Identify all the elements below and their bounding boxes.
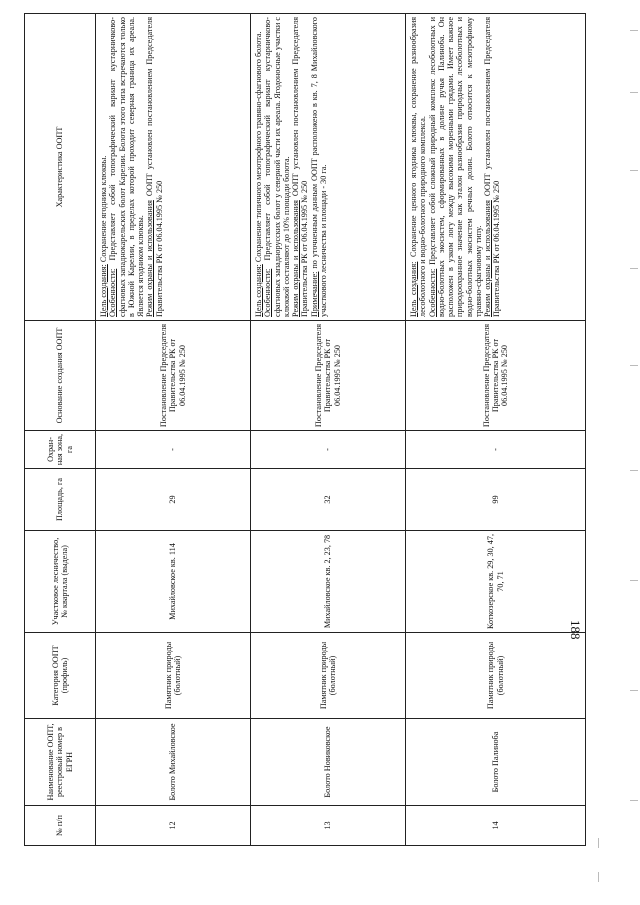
scan-margin-mark bbox=[630, 800, 638, 801]
regime-paragraph bbox=[145, 17, 164, 317]
scan-margin-mark bbox=[598, 872, 599, 882]
note-text: по уточненным данным ООПТ расположено в кв. 7, 8 Михайловского участкового лесничества и площади - 30 га. bbox=[309, 17, 328, 317]
regime-paragraph bbox=[483, 17, 502, 317]
note-paragraph bbox=[310, 17, 329, 317]
regime-text: ООПТ установлен постановлением Председателя Правительства РК от 06.04.1995 № 250 bbox=[145, 17, 164, 317]
features-paragraph bbox=[428, 17, 484, 317]
oopt-table bbox=[24, 13, 586, 846]
features-label: Особенности: bbox=[108, 268, 118, 317]
features-label: Особенности: bbox=[427, 268, 437, 317]
table-header-row bbox=[25, 14, 96, 846]
header-category: Категория ООПТ (профиль) bbox=[25, 633, 96, 719]
scan-margin-mark bbox=[630, 92, 638, 93]
header-characteristics: Характеристика ООПТ bbox=[25, 14, 96, 321]
goal-label: Цель создания: bbox=[254, 264, 263, 317]
goal-label: Цель создания: bbox=[409, 261, 418, 317]
table-row bbox=[251, 14, 406, 846]
header-area: Площадь, га bbox=[25, 469, 96, 531]
row-category: Памятник природы (болотный) bbox=[406, 633, 586, 719]
features-text: Представляет собой сложный природный комплекс лесоболотных и водно-болотных экосистем, сформированных в долине ручья Палиноба. Он расположен в узком логу между высокими моренными грядами. Имеет важное природоохранное значение как эталон разнообразия природных лесоболотных и водно-болотных экосистем речных долин. Болото относится к мезотрофному травяно-сфагновому типу. bbox=[427, 17, 483, 317]
table-row bbox=[96, 14, 251, 846]
row-number: 14 bbox=[406, 806, 586, 846]
features-paragraph bbox=[263, 17, 291, 317]
features-label: Особенности: bbox=[263, 268, 273, 317]
row-name: Болото Палиноба bbox=[406, 719, 586, 806]
goal-text: Сохранение ценного ягодника клюквы, сохранение разнообразия лесоболотного и водно-болотного природного комплекса. bbox=[409, 17, 428, 317]
goal-paragraph bbox=[254, 17, 263, 317]
row-category: Памятник природы (болотный) bbox=[251, 633, 406, 719]
row-number: 13 bbox=[251, 806, 406, 846]
goal-label: Цель создания: bbox=[99, 264, 108, 317]
table-row bbox=[406, 14, 586, 846]
scan-margin-mark bbox=[630, 365, 638, 366]
page-number: 188 bbox=[568, 620, 583, 640]
row-name: Болото Михайловское bbox=[96, 719, 251, 806]
header-name: Наименование ООПТ, реестровый номер в ЕГРН bbox=[25, 719, 96, 806]
row-basis: Постановление Председателя Правительства РК от 06.04.1995 № 250 bbox=[96, 321, 251, 431]
header-number: № п/п bbox=[25, 806, 96, 846]
features-text: Представляет собой топографический вариант кустарничково-сфагновых западнорусских болот у северной части их ареала. Ягодоносные участки с клюквой составляют до 10% площади болота. bbox=[263, 17, 291, 317]
row-forestry: Михайловское кв. 114 bbox=[96, 531, 251, 633]
goal-paragraph bbox=[409, 17, 428, 317]
features-paragraph bbox=[108, 17, 145, 317]
regime-label: Режим охраны и использования bbox=[291, 200, 301, 317]
row-buffer: - bbox=[406, 431, 586, 469]
row-buffer: - bbox=[96, 431, 251, 469]
row-characteristics bbox=[251, 14, 406, 321]
row-category: Памятник природы (болотный) bbox=[96, 633, 251, 719]
row-characteristics bbox=[96, 14, 251, 321]
header-buffer: Охран-ная зона, га bbox=[25, 431, 96, 469]
regime-paragraph bbox=[291, 17, 310, 317]
regime-text: ООПТ установлен постановлением Председателя Правительства РК от 06.04.1995 № 250 bbox=[291, 17, 310, 317]
header-forestry: Участковое лесничество, № квартала (выдела) bbox=[25, 531, 96, 633]
row-basis: Постановление Председателя Правительства РК от 06.04.1995 № 250 bbox=[251, 321, 406, 431]
scan-margin-mark bbox=[630, 268, 638, 269]
scan-margin-mark bbox=[630, 30, 638, 31]
row-forestry: Коткозерское кв. 29, 30, 47, 70, 71 bbox=[406, 531, 586, 633]
row-characteristics bbox=[406, 14, 586, 321]
row-buffer: - bbox=[251, 431, 406, 469]
row-area: 29 bbox=[96, 469, 251, 531]
features-text: Представляет собой топографический вариант кустарничково-сфагновых западнокарельских болот Карелии. Болота этого типа встречаются только в Южной Карелии, в пределах которой проходит северная граница их ареала. Является ягодником клюквы. bbox=[108, 17, 146, 317]
note-label: Примечание: bbox=[309, 271, 319, 317]
regime-label: Режим охраны и использования bbox=[483, 200, 493, 317]
row-basis: Постановление Председателя Правительства РК от 06.04.1995 № 250 bbox=[406, 321, 586, 431]
regime-text: ООПТ установлен постановлением Председателя Правительства РК от 06.04.1995 № 250 bbox=[483, 17, 502, 317]
row-forestry: Михайловское кв. 2, 23, 78 bbox=[251, 531, 406, 633]
goal-paragraph bbox=[99, 17, 108, 317]
scan-margin-mark bbox=[598, 838, 599, 848]
goal-text: Сохранение типичного мезотрофного травяно-сфагнового болота. bbox=[254, 31, 263, 265]
row-number: 12 bbox=[96, 806, 251, 846]
row-name: Болото Новиковское bbox=[251, 719, 406, 806]
scan-margin-mark bbox=[630, 580, 638, 581]
scan-margin-mark bbox=[630, 170, 638, 171]
header-basis: Основание создания ООПТ bbox=[25, 321, 96, 431]
goal-text: Сохранение ягодника клюквы. bbox=[99, 155, 108, 265]
scan-margin-mark bbox=[630, 690, 638, 691]
row-area: 99 bbox=[406, 469, 586, 531]
scan-margin-mark bbox=[630, 470, 638, 471]
regime-label: Режим охраны и использования bbox=[145, 200, 155, 317]
row-area: 32 bbox=[251, 469, 406, 531]
